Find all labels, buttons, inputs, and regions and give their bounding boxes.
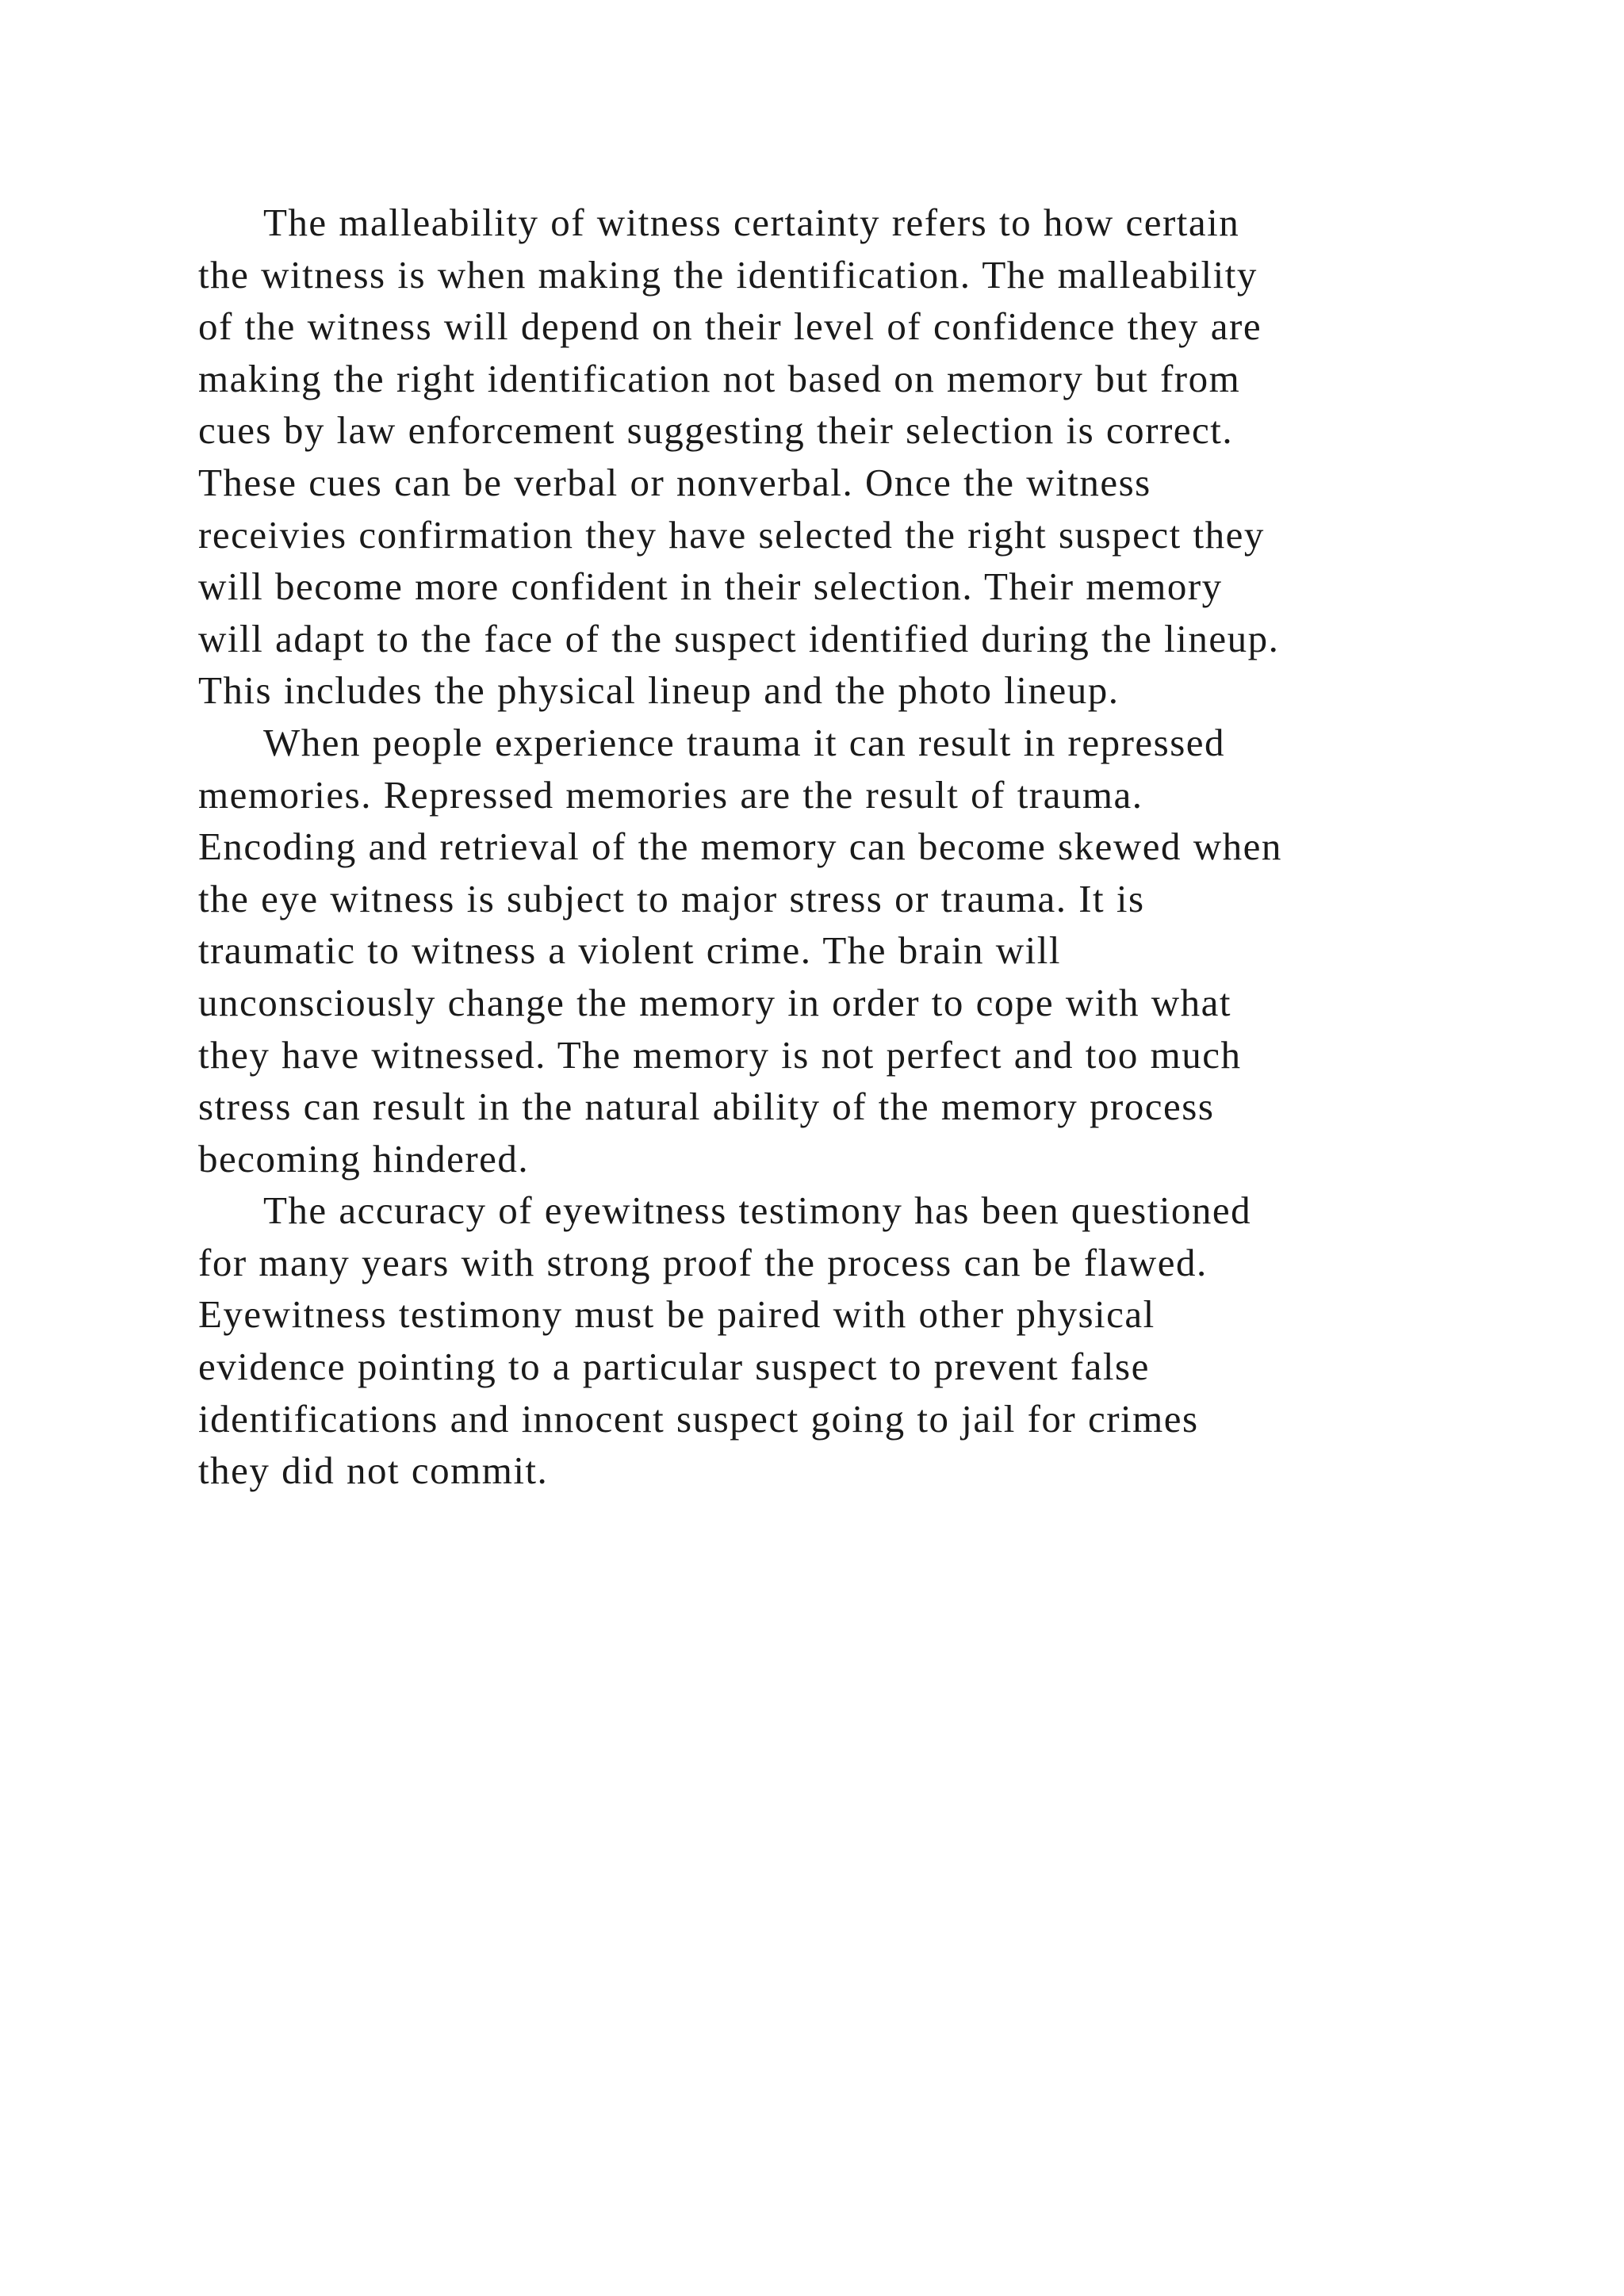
text-line: the witness is when making the identification. The malleability bbox=[198, 252, 1258, 297]
text-line: evidence pointing to a particular suspect to prevent false bbox=[198, 1345, 1150, 1389]
text-line: These cues can be verbal or nonverbal. Once the witness bbox=[198, 460, 1151, 504]
text-line: memories. Repressed memories are the result of trauma. bbox=[198, 772, 1143, 817]
text-line: The accuracy of eyewitness testimony has been questioned bbox=[263, 1188, 1252, 1233]
text-line: The malleability of witness certainty refers to how certain bbox=[263, 201, 1240, 244]
text-line: cues by law enforcement suggesting their selection is correct. bbox=[198, 408, 1234, 453]
text-line: Eyewitness testimony must be paired with other physical bbox=[198, 1292, 1155, 1337]
paragraph-eyewitness-accuracy bbox=[198, 1184, 1467, 1497]
text-line: This includes the physical lineup and the photo lineup. bbox=[198, 668, 1120, 713]
text-line: will adapt to the face of the suspect identified during the lineup. bbox=[198, 616, 1280, 660]
document-body bbox=[198, 197, 1467, 1497]
text-line: will become more confident in their selection. Their memory bbox=[198, 564, 1223, 609]
text-line: identifications and innocent suspect going to jail for crimes bbox=[198, 1396, 1199, 1441]
text-line: the eye witness is subject to major stress or trauma. It is bbox=[198, 876, 1145, 920]
text-line: of the witness will depend on their level of confidence they are bbox=[198, 304, 1262, 349]
text-line: becoming hindered. bbox=[198, 1136, 530, 1181]
text-line: they have witnessed. The memory is not perfect and too much bbox=[198, 1032, 1242, 1077]
text-line: When people experience trauma it can result in repressed bbox=[263, 720, 1226, 764]
text-line: receivies confirmation they have selected the right suspect they bbox=[198, 512, 1265, 557]
text-line: unconsciously change the memory in order to cope with what bbox=[198, 980, 1231, 1024]
text-line: Encoding and retrieval of the memory can become skewed when bbox=[198, 825, 1282, 869]
text-line: stress can result in the natural ability of the memory process bbox=[198, 1085, 1215, 1129]
text-line: traumatic to witness a violent crime. The brain will bbox=[198, 928, 1061, 973]
text-line: for many years with strong proof the process can be flawed. bbox=[198, 1240, 1208, 1284]
paragraph-witness-certainty bbox=[198, 197, 1467, 717]
paragraph-trauma-memory bbox=[198, 717, 1467, 1184]
text-line: they did not commit. bbox=[198, 1448, 549, 1493]
text-line: making the right identification not based on memory but from bbox=[198, 356, 1241, 400]
